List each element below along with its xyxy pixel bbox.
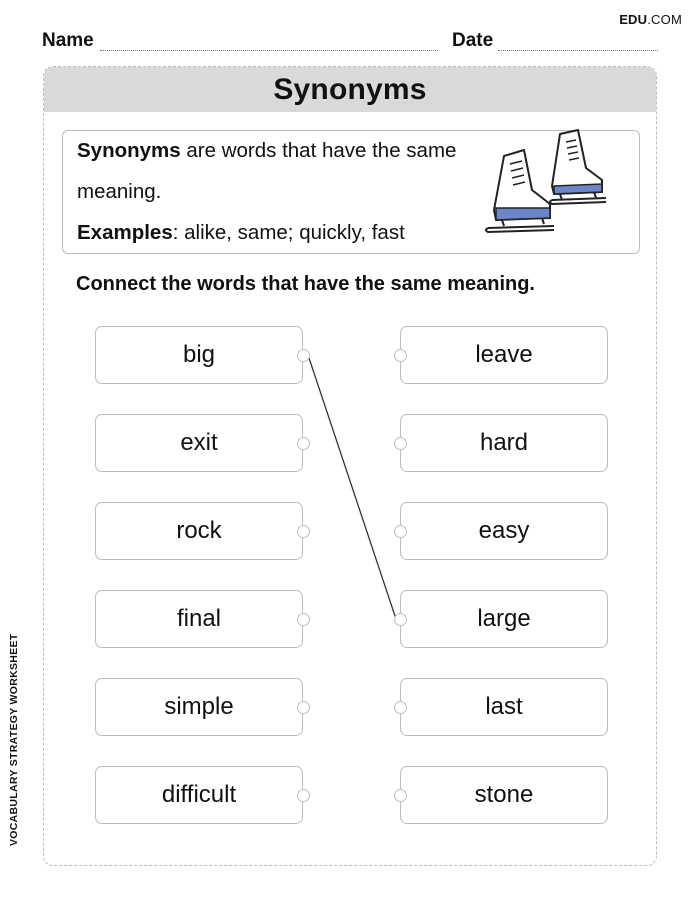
left-connector-dot[interactable] xyxy=(297,437,310,450)
left-word-simple[interactable]: simple xyxy=(95,678,303,736)
right-connector-dot[interactable] xyxy=(394,613,407,626)
definition-line-2: meaning. xyxy=(77,180,162,203)
definition-line-1: Synonyms are words that have the same xyxy=(77,139,457,162)
instruction-text: Connect the words that have the same meaning. xyxy=(76,273,535,295)
right-word-stone[interactable]: stone xyxy=(400,766,608,824)
left-connector-dot[interactable] xyxy=(297,525,310,538)
left-connector-dot[interactable] xyxy=(297,613,310,626)
right-connector-dot[interactable] xyxy=(394,701,407,714)
brand-logo: EDU.COM xyxy=(619,12,682,27)
left-word-final[interactable]: final xyxy=(95,590,303,648)
right-connector-dot[interactable] xyxy=(394,789,407,802)
side-label: VOCABULARY STRATEGY WORKSHEET xyxy=(8,633,20,846)
name-label: Name xyxy=(42,30,94,51)
left-connector-dot[interactable] xyxy=(297,789,310,802)
left-word-difficult[interactable]: difficult xyxy=(95,766,303,824)
right-word-leave[interactable]: leave xyxy=(400,326,608,384)
left-connector-dot[interactable] xyxy=(297,701,310,714)
right-word-last[interactable]: last xyxy=(400,678,608,736)
examples-line: Examples: alike, same; quickly, fast xyxy=(77,221,405,244)
right-word-hard[interactable]: hard xyxy=(400,414,608,472)
left-connector-dot[interactable] xyxy=(297,349,310,362)
right-connector-dot[interactable] xyxy=(394,349,407,362)
right-word-easy[interactable]: easy xyxy=(400,502,608,560)
right-connector-dot[interactable] xyxy=(394,525,407,538)
examples-label: Examples xyxy=(77,221,173,244)
right-connector-dot[interactable] xyxy=(394,437,407,450)
left-word-rock[interactable]: rock xyxy=(95,502,303,560)
date-label: Date xyxy=(452,30,494,51)
example-connection-line xyxy=(308,355,396,619)
page-title: Synonyms xyxy=(273,72,427,106)
left-word-exit[interactable]: exit xyxy=(95,414,303,472)
right-word-large[interactable]: large xyxy=(400,590,608,648)
left-word-big[interactable]: big xyxy=(95,326,303,384)
definition-term: Synonyms xyxy=(77,139,181,162)
